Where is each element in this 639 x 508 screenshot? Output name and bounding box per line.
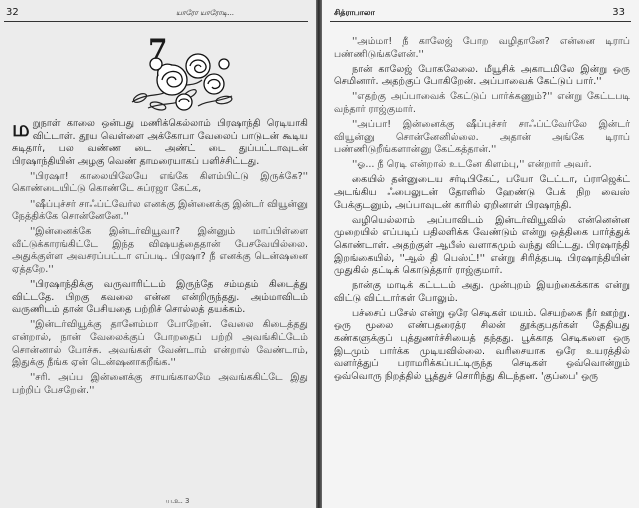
left-text-block bbox=[12, 118, 308, 400]
running-title: யாரோ யாரோடி... bbox=[176, 9, 235, 17]
paragraph: நான்கு மாடிக் கட்டடம் அது. முன்புறம் இயற்கைக்காக என்று விட்டு விட்டார்கள் போலும். bbox=[334, 280, 630, 304]
header-rule bbox=[330, 21, 631, 22]
paragraph: ''இன்னைக்கே இன்டர்வியூவா? இன்னும் மாப்பிள்ளை வீட்டுக்காரங்கிட்டே இந்த விஷயத்தைதான் பேசவேயில்லை. அதுக்குள்ள அவசரப்பட்டா எப்படி. பிரஷா? நீ எனக்கு டென்ஷனை ஏத்தறே.'' bbox=[12, 226, 308, 276]
paragraph: ''எதற்கு அப்பாவைக் கேட்டுப் பார்க்கணும்?'' என்று கேட்டபடி வந்தார் ராஜ்குமார். bbox=[334, 91, 630, 115]
paragraph: ''சரி. அப்ப இன்னைக்கு சாயங்காலமே அவங்ககிட்டே இது பற்றிப் பேசறேன்.'' bbox=[12, 372, 308, 396]
paragraph: ''இன்டர்வியூக்கு தானேம்மா போறேன். வேலை கிடைத்தது என்றால், நான் வேலைக்குப் போறதைப் பற்றி அவங்கிட்டேம் சொன்னால் போச்சு. அவங்கள் வேண்டாம் என்றால் வேண்டாம், இதுக்கு நீங்க ஏன் டென்ஷனாகறீங்க.'' bbox=[12, 319, 308, 369]
paragraph: வழியெல்லாம் அப்பாவிடம் இன்டர்வியூவில் என்னென்ன முறையில் எப்படிப் பதிலளிக்க வேண்டும் என்று ஒத்திகை பார்த்துக் கொண்டாள். அதற்குள் ஆபீஸ் வளாகமும் வந்து விட்டது. பிரஷாந்தி இறங்கையில், ''ஆல் தி பெஸ்ட்!'' என்று சிரித்தபடி பிரஷாந்தியின் முதுகில் தட்டிக் கொடுத்தார் ராஜ்குமார். bbox=[334, 214, 630, 277]
right-text-block bbox=[334, 36, 630, 386]
right-page bbox=[322, 0, 639, 508]
paragraph: பச்சைப் பசேல் என்று ஒரே செடிகள் மயம். செயற்கை நீர் ஊற்று. ஒரு மூலை எண்பதரைத்ர சிலன் தூக்குபதர்கள் தேதியது கண்களுக்குப் புத்துணர்ச்சியைத் தந்தது. பூக்காத செடிகளை ஒரு இடமும் பார்க்க முடியவில்லை. வரிசையாக ஒரே உயரத்தில் வளர்த்துப் பராமரிக்கப்பட்டிருந்த செடிகள் ஒவ்வொன்றும் ஒவ்வொரு நிறத்தில் பூத்துச் சொரிந்து கிடந்தன. 'குப்பை' ஒரு bbox=[334, 307, 630, 382]
paragraph: ''ஓ... நீ ரெடி என்றால் உடனே கிளம்பு,'' என்றார் அவர். bbox=[352, 159, 592, 171]
chapter-number: 7 bbox=[148, 33, 168, 66]
paragraph: ''பிரஷாந்திக்கு வருவாரிட்டம் இருந்தே சம்மதம் கிடைத்து விட்டதே. பிறகு கவலை என்ன என்றிருந்தது. அம்மாவிடம் வருணிடம் தான் பேசியதை பற்றிச் சொல்லத் தயக்கம். bbox=[12, 279, 308, 316]
page-number: 33 bbox=[612, 7, 625, 18]
paragraph: ''அம்மா! நீ காலேஜ் போற வழிதானே? என்னை டிராப் பண்ணிடுங்களேன்.'' bbox=[334, 36, 630, 60]
header-rule bbox=[4, 21, 308, 22]
paragraph: ''பிரஷா! காலையிலேயே எங்கே கிளம்பிட்டு இருக்கே?'' கொண்டையிட்டு கொண்டே சுப்ரஜா கேட்க, bbox=[12, 170, 308, 195]
paragraph: நான் காலேஜ் போகலேலை. மீயூசிக் அகாடமிலே இன்று ஒரு செமினார். அதற்குப் போகிறேன். அப்பாவைக் கேட்டுப் பார்.'' bbox=[334, 63, 630, 88]
paragraph: கையில் தன்னுடைய சர்டிபிகேட், பயோ டேட்டா, ப்ராஜெக்ட் அடங்கிய ஃபைலுடன் தோளில் ஹேண்டு பேக் நிற வைஸ் பேக்குடனும், அப்பாவுடன் காரில் ஏறினாள் பிரஷாந்தி. bbox=[334, 174, 630, 211]
footer-signature: ய.உ. 3 bbox=[166, 497, 190, 505]
paragraph: ''அப்பா! இன்னைக்கு ஷீப்புச்சர் சாஃப்ட்வேர்லே இன்டர் வியூன்னு சொன்னேனில்லை. அதான் அங்கே டிராப் பண்ணிடுறீங்களான்னு கேட்கத்தான்.'' bbox=[334, 119, 630, 156]
page-number: 32 bbox=[6, 7, 19, 18]
paragraph: ''ஷீப்புச்சர் சாஃப்ட்வேர்ல எனக்கு இன்னைக்கு இன்டர் வியூன்னு நேத்திக்கே சொன்னேனே.'' bbox=[12, 198, 308, 223]
paragraph bbox=[12, 118, 308, 168]
running-title: சித்ராபாலா bbox=[334, 8, 375, 17]
rose-illustration bbox=[128, 36, 240, 116]
drop-cap: ம bbox=[12, 116, 30, 142]
left-page bbox=[0, 0, 316, 508]
paragraph-text: றுநாள் காலை ஒன்பது மணிக்கெல்லாம் பிரஷாந்தி ரெடியாகி விட்டாள். தூய வெள்ளை அக்கோபா வேலைப் பாடுடன் கூடிய சுடிதார், பல வண்ண டை அண்ட் டை துப்பட்டாவுடன் பிரஷாந்தியின் அழகு வெண் தாமரையாகப் பளிச்சிட்டது. bbox=[12, 118, 308, 167]
